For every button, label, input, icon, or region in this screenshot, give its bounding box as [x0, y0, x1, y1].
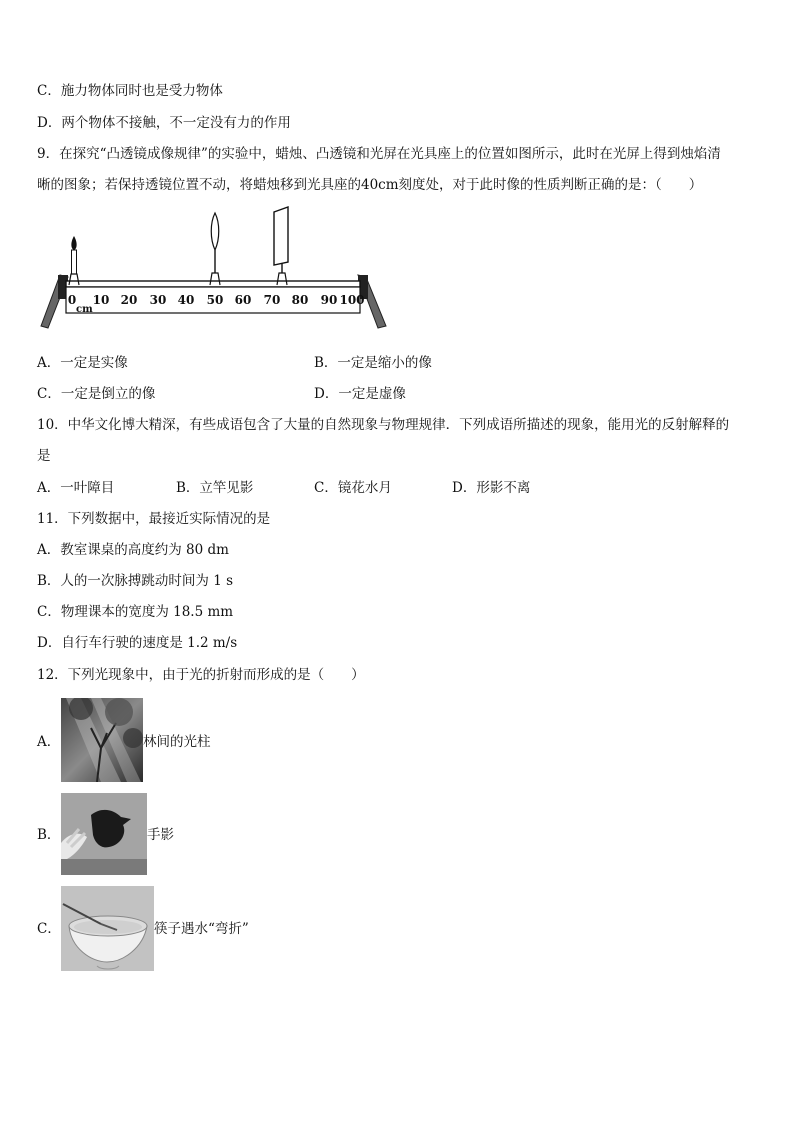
q10-option-d: D．形影不离: [452, 480, 531, 496]
prev-option-c: C．施力物体同时也是受力物体: [37, 83, 223, 99]
tick-label-10: 10: [92, 293, 110, 307]
tick-label-80: 80: [291, 293, 309, 307]
tick-label-50: 50: [206, 293, 224, 307]
q9-option-a: A．一定是实像: [37, 355, 128, 371]
q12-option-c-letter: C．: [37, 921, 61, 937]
q11-option-d: D．自行车行驶的速度是 1.2 m/s: [37, 635, 238, 651]
unit-label: cm: [76, 304, 93, 315]
q12-option-c-text: 筷子遇水“弯折”: [154, 921, 249, 937]
q10-stem-line1: 10．中华文化博大精深，有些成语包含了大量的自然现象与物理规律．下列成语所描述的现象，能用光的反射解释的: [37, 417, 730, 433]
q10-stem-line2: 是: [37, 448, 51, 464]
q11-option-a: A．教室课桌的高度约为 80 dm: [37, 542, 229, 558]
q11-option-c: C．物理课本的宽度为 18.5 mm: [37, 604, 234, 620]
forest-light-photo: [61, 698, 143, 782]
q10-option-c: C．镜花水月: [314, 480, 392, 496]
tick-label-90: 90: [320, 293, 338, 307]
prev-option-d: D．两个物体不接触，不一定没有力的作用: [37, 115, 291, 131]
hand-shadow-photo: [61, 793, 147, 875]
tick-label-0: 0: [67, 293, 77, 307]
q11-stem: 11．下列数据中，最接近实际情况的是: [37, 511, 271, 527]
tick-label-100: 100: [339, 293, 365, 307]
q9-option-d: D．一定是虚像: [314, 386, 406, 402]
q12-option-a-text: 林间的光柱: [143, 734, 211, 750]
q9-stem-line1: 9．在探究“凸透镜成像规律”的实验中，蜡烛、凸透镜和光屏在光具座上的位置如图所示，此时在光屏上得到烛焰清: [37, 146, 721, 162]
tick-label-70: 70: [263, 293, 281, 307]
q12-option-a-letter: A．: [37, 734, 61, 750]
q12-option-b-text: 手影: [147, 827, 174, 843]
candle-body: [72, 250, 77, 274]
q9-stem-line2: 晰的图象；若保持透镜位置不动，将蜡烛移到光具座的40cm刻度处，对于此时像的性质判断正确的是：（ ）: [37, 177, 703, 193]
q12-stem: 12．下列光现象中，由于光的折射而形成的是（ ）: [37, 667, 365, 683]
q9-option-c: C．一定是倒立的像: [37, 386, 156, 402]
candle-flame: [71, 236, 76, 250]
q12-option-b-letter: B．: [37, 827, 61, 843]
q10-option-a: A．一叶障目: [37, 480, 115, 496]
screen-panel: [274, 207, 288, 265]
bench-rail: [66, 281, 360, 287]
chopsticks-bowl-photo: [61, 886, 154, 971]
tick-label-30: 30: [149, 293, 167, 307]
tick-label-60: 60: [234, 293, 252, 307]
q9-option-b: B．一定是缩小的像: [314, 355, 432, 371]
q11-option-b: B．人的一次脉搏跳动时间为 1 s: [37, 573, 234, 589]
lens-body: [211, 213, 219, 250]
tick-label-40: 40: [177, 293, 195, 307]
optical-bench-figure: [38, 205, 388, 333]
candle: [69, 236, 79, 285]
convex-lens: [210, 213, 220, 285]
tick-label-20: 20: [120, 293, 138, 307]
light-screen: [274, 207, 288, 285]
q10-option-b: B．立竿见影: [176, 480, 254, 496]
